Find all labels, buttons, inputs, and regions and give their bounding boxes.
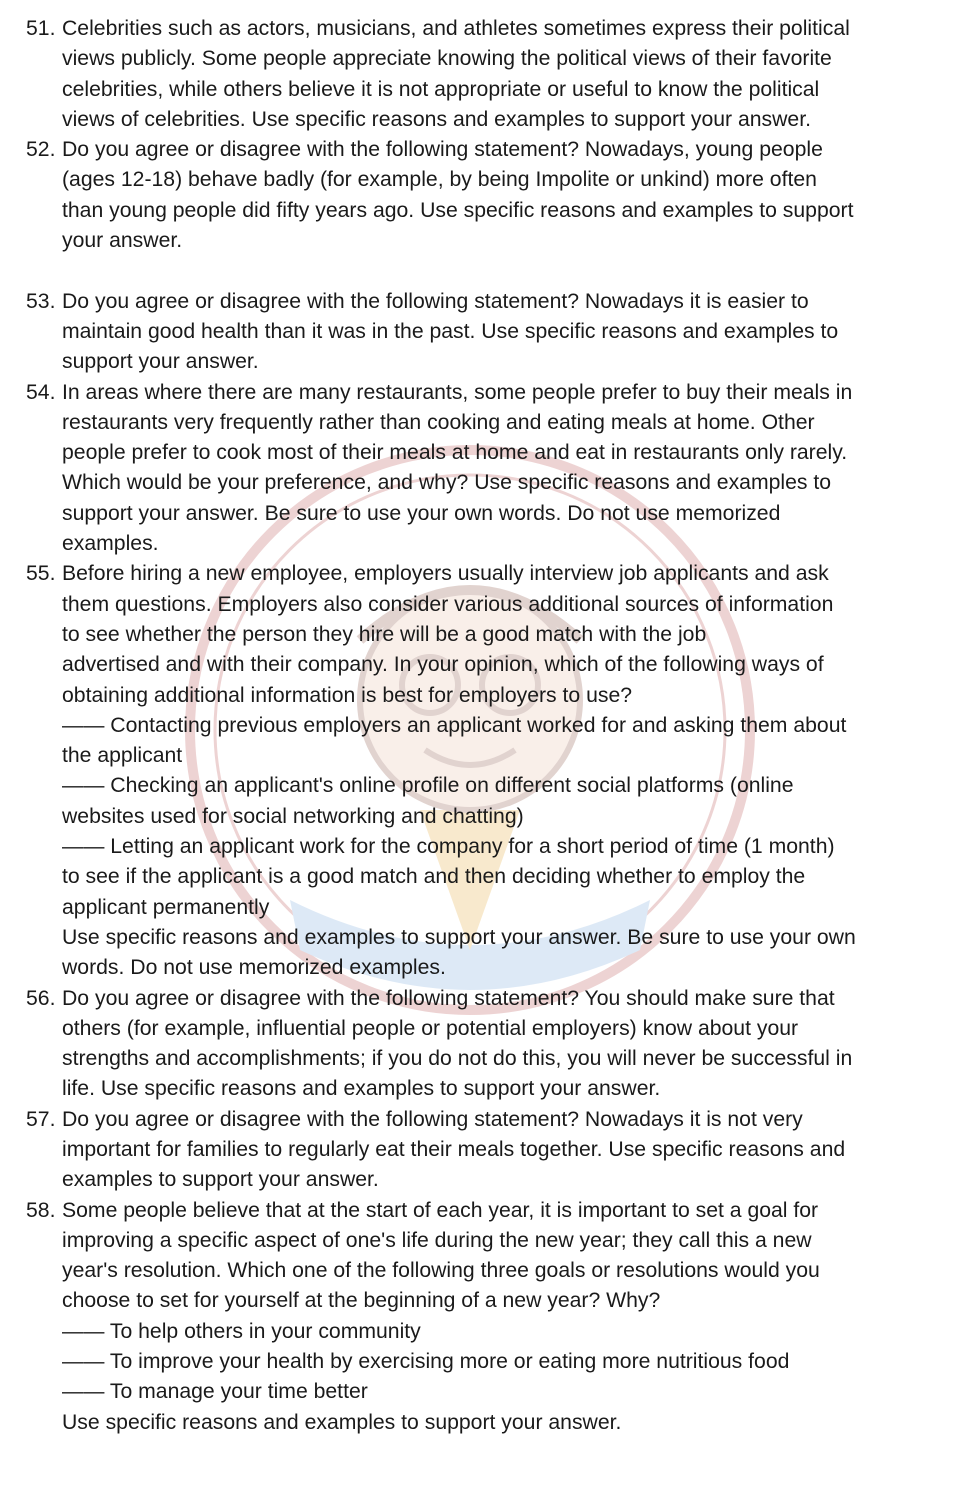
question-text-line: Before hiring a new employee, employers usually interview job applicants and ask <box>62 562 829 586</box>
question-text-line: Use specific reasons and examples to support your answer. Be sure to use your own <box>62 925 856 949</box>
question-text-line: (ages 12-18) behave badly (for example, by being Impolite or unkind) more often <box>62 168 817 192</box>
question-text-line: advertised and with their company. In your opinion, which of the following ways of <box>62 653 824 677</box>
question-text-line: others (for example, influential people or potential employers) know about your <box>62 1016 799 1040</box>
option-line: —— Letting an applicant work for the company for a short period of time (1 month) <box>62 835 835 859</box>
question-text-line: choose to set for yourself at the beginning of a new year? Why? <box>62 1289 661 1313</box>
option-line: —— Contacting previous employers an applicant worked for and asking them about <box>62 713 847 737</box>
question-56 <box>26 984 938 1105</box>
question-text-line: Which would be your preference, and why? Use specific reasons and examples to <box>62 471 832 495</box>
question-number: 52. <box>26 138 56 162</box>
question-text-line: maintain good health than it was in the past. Use specific reasons and examples to <box>62 319 839 343</box>
question-text-line: Do you agree or disagree with the following statement? You should make sure that <box>62 986 835 1010</box>
question-number: 56. <box>26 986 56 1010</box>
question-54 <box>26 378 938 560</box>
question-number: 55. <box>26 562 56 586</box>
option-line: websites used for social networking and chatting) <box>62 804 524 828</box>
option-line: —— To manage your time better <box>62 1380 368 1404</box>
question-text-line: obtaining additional information is best for employers to use? <box>62 683 633 707</box>
question-57 <box>26 1105 938 1196</box>
blank-line <box>26 256 938 286</box>
question-55 <box>26 559 938 983</box>
question-text-line: your answer. <box>62 229 183 253</box>
question-text-line: strengths and accomplishments; if you do not do this, you will never be successful in <box>62 1047 853 1071</box>
question-text-line: Do you agree or disagree with the following statement? Nowadays, young people <box>62 138 823 162</box>
question-text-line: important for families to regularly eat their meals together. Use specific reasons and <box>62 1137 846 1161</box>
question-text-line: In areas where there are many restaurants, some people prefer to buy their meals in <box>62 380 853 404</box>
option-line: —— To help others in your community <box>62 1319 421 1343</box>
question-text-line: Do you agree or disagree with the following statement? Nowadays it is easier to <box>62 289 809 313</box>
question-text-line: life. Use specific reasons and examples to support your answer. <box>62 1077 661 1101</box>
question-number: 54. <box>26 380 56 404</box>
question-number: 58. <box>26 1198 56 1222</box>
question-number: 53. <box>26 289 56 313</box>
question-51 <box>26 14 938 135</box>
question-text-line: words. Do not use memorized examples. <box>62 956 446 980</box>
option-line: applicant permanently <box>62 895 270 919</box>
question-text-line: support your answer. <box>62 350 259 374</box>
question-number: 51. <box>26 17 56 40</box>
question-text-line: Celebrities such as actors, musicians, and athletes sometimes express their political <box>62 17 850 40</box>
question-text-line: support your answer. Be sure to use your own words. Do not use memorized <box>62 501 781 525</box>
question-number: 57. <box>26 1107 56 1131</box>
question-text-line: examples. <box>62 532 159 556</box>
question-text-line: them questions. Employers also consider various additional sources of information <box>62 592 834 616</box>
question-text-line: to see whether the person they hire will be a good match with the job <box>62 622 707 646</box>
question-text-line: people prefer to cook most of their meals at home and eat in restaurants only rarely. <box>62 441 848 465</box>
question-text-line: examples to support your answer. <box>62 1168 379 1192</box>
question-52 <box>26 135 938 256</box>
question-text-line: than young people did fifty years ago. Use specific reasons and examples to support <box>62 198 854 222</box>
option-line: the applicant <box>62 744 183 768</box>
question-text-line: celebrities, while others believe it is not appropriate or useful to know the political <box>62 77 820 101</box>
option-line: —— Checking an applicant's online profile on different social platforms (online <box>62 774 794 798</box>
question-text-line: views publicly. Some people appreciate knowing the political views of their favorite <box>62 47 832 71</box>
question-text-line: Use specific reasons and examples to support your answer. <box>62 1410 622 1434</box>
question-text-line: Do you agree or disagree with the following statement? Nowadays it is not very <box>62 1107 803 1131</box>
question-53 <box>26 287 938 378</box>
question-text-line: year's resolution. Which one of the following three goals or resolutions would you <box>62 1259 820 1283</box>
question-text-line: restaurants very frequently rather than cooking and eating meals at home. Other <box>62 410 815 434</box>
option-line: to see if the applicant is a good match and then deciding whether to employ the <box>62 865 806 889</box>
option-line: —— To improve your health by exercising more or eating more nutritious food <box>62 1350 790 1374</box>
question-text-line: Some people believe that at the start of each year, it is important to set a goal for <box>62 1198 819 1222</box>
question-text-line: improving a specific aspect of one's life during the new year; they call this a new <box>62 1228 812 1252</box>
question-text-line: views of celebrities. Use specific reasons and examples to support your answer. <box>62 107 811 131</box>
question-58 <box>26 1196 938 1438</box>
